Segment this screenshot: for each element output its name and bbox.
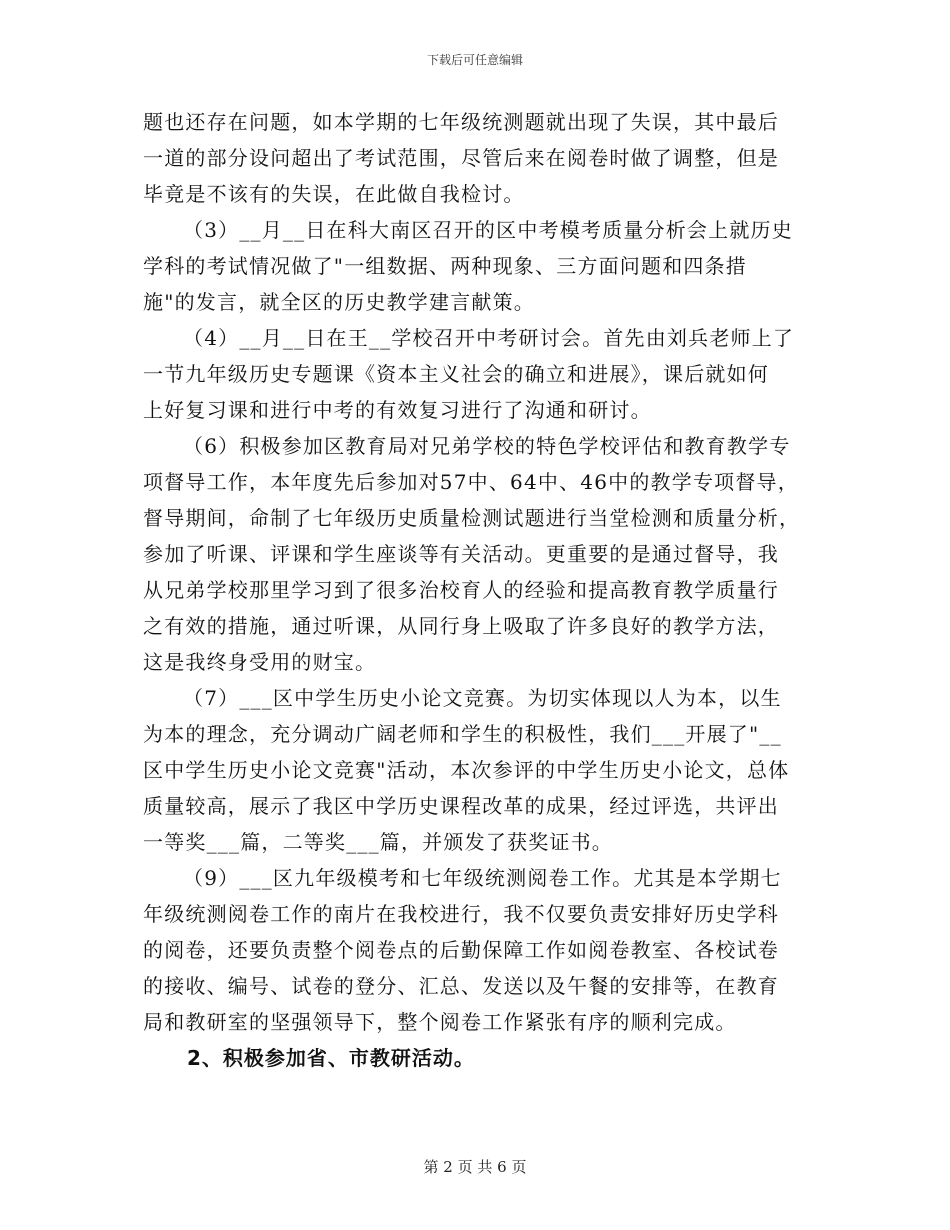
text-line: 从兄弟学校那里学习到了很多治校育人的经验和提高教育教学质量行 xyxy=(143,578,779,602)
text-line: （3）__月__日在科大南区召开的区中考模考质量分析会上就历史 xyxy=(183,218,793,242)
text-line: 质量较高，展示了我区中学历史课程改革的成果，经过评选，共评出 xyxy=(143,794,779,818)
paragraph-item-4 xyxy=(143,320,809,428)
text-line: 为本的理念，充分调动广阔老师和学生的积极性，我们___开展了"__ xyxy=(143,722,782,746)
text-line: 一道的部分设问超出了考试范围，尽管后来在阅卷时做了调整，但是 xyxy=(143,146,779,170)
paragraph-item-6 xyxy=(143,428,809,680)
text-line: 督导期间，命制了七年级历史质量检测试题进行当堂检测和质量分析， xyxy=(143,506,801,530)
text-line: 题也还存在问题，如本学期的七年级统测题就出现了失误，其中最后 xyxy=(143,110,779,134)
document-body xyxy=(143,104,809,1076)
page-number: 第 2 页 共 6 页 xyxy=(423,1158,527,1176)
text-line: 一节九年级历史专题课《资本主义社会的确立和进展》，课后就如何 xyxy=(143,362,769,386)
text-line: 毕竟是不该有的失误，在此做自我检讨。 xyxy=(143,182,525,206)
text-line: 施"的发言，就全区的历史教学建言献策。 xyxy=(143,290,535,314)
text-line: （6）积极参加区教育局对兄弟学校的特色学校评估和教育教学专 xyxy=(183,434,791,458)
text-line: （9）___区九年级模考和七年级统测阅卷工作。尤其是本学期七 xyxy=(183,866,782,890)
paragraph-item-3 xyxy=(143,212,809,320)
text-line: 项督导工作，本年度先后参加对57中、64中、46中的教学专项督导， xyxy=(143,470,799,494)
text-line: 上好复习课和进行中考的有效复习进行了沟通和研讨。 xyxy=(143,398,652,422)
paragraph-item-7 xyxy=(143,680,809,860)
text-line: （4）__月__日在王__学校召开中考研讨会。首先由刘兵老师上了 xyxy=(183,326,795,350)
text-line: （7）___区中学生历史小论文竞赛。为切实体现以人为本，以生 xyxy=(183,686,782,710)
page-header: 下载后可任意编辑 xyxy=(426,53,523,67)
text-line: 参加了听课、评课和学生座谈等有关活动。更重要的是通过督导，我 xyxy=(143,542,779,566)
text-line: 一等奖___篇，二等奖___篇，并颁发了获奖证书。 xyxy=(143,830,613,854)
text-line: 之有效的措施，通过听课，从同行身上吸取了许多良好的教学方法， xyxy=(143,614,779,638)
section-heading: 2、积极参加省、市教研活动。 xyxy=(187,1046,475,1070)
paragraph-item-9 xyxy=(143,860,809,1040)
text-line: 区中学生历史小论文竞赛"活动，本次参评的中学生历史小论文，总体 xyxy=(143,758,790,782)
paragraph-continuation xyxy=(143,104,809,212)
text-line: 学科的考试情况做了"一组数据、两种现象、三方面问题和四条措 xyxy=(143,254,747,278)
text-line: 局和教研室的坚强领导下，整个阅卷工作紧张有序的顺利完成。 xyxy=(143,1010,737,1034)
text-line: 这是我终身受用的财宝。 xyxy=(143,650,377,674)
text-line: 的接收、编号、试卷的登分、汇总、发送以及午餐的安排等，在教育 xyxy=(143,974,779,998)
text-line: 的阅卷，还要负责整个阅卷点的后勤保障工作如阅卷教室、各校试卷 xyxy=(143,938,779,962)
text-line: 年级统测阅卷工作的南片在我校进行，我不仅要负责安排好历史学科 xyxy=(143,902,779,926)
